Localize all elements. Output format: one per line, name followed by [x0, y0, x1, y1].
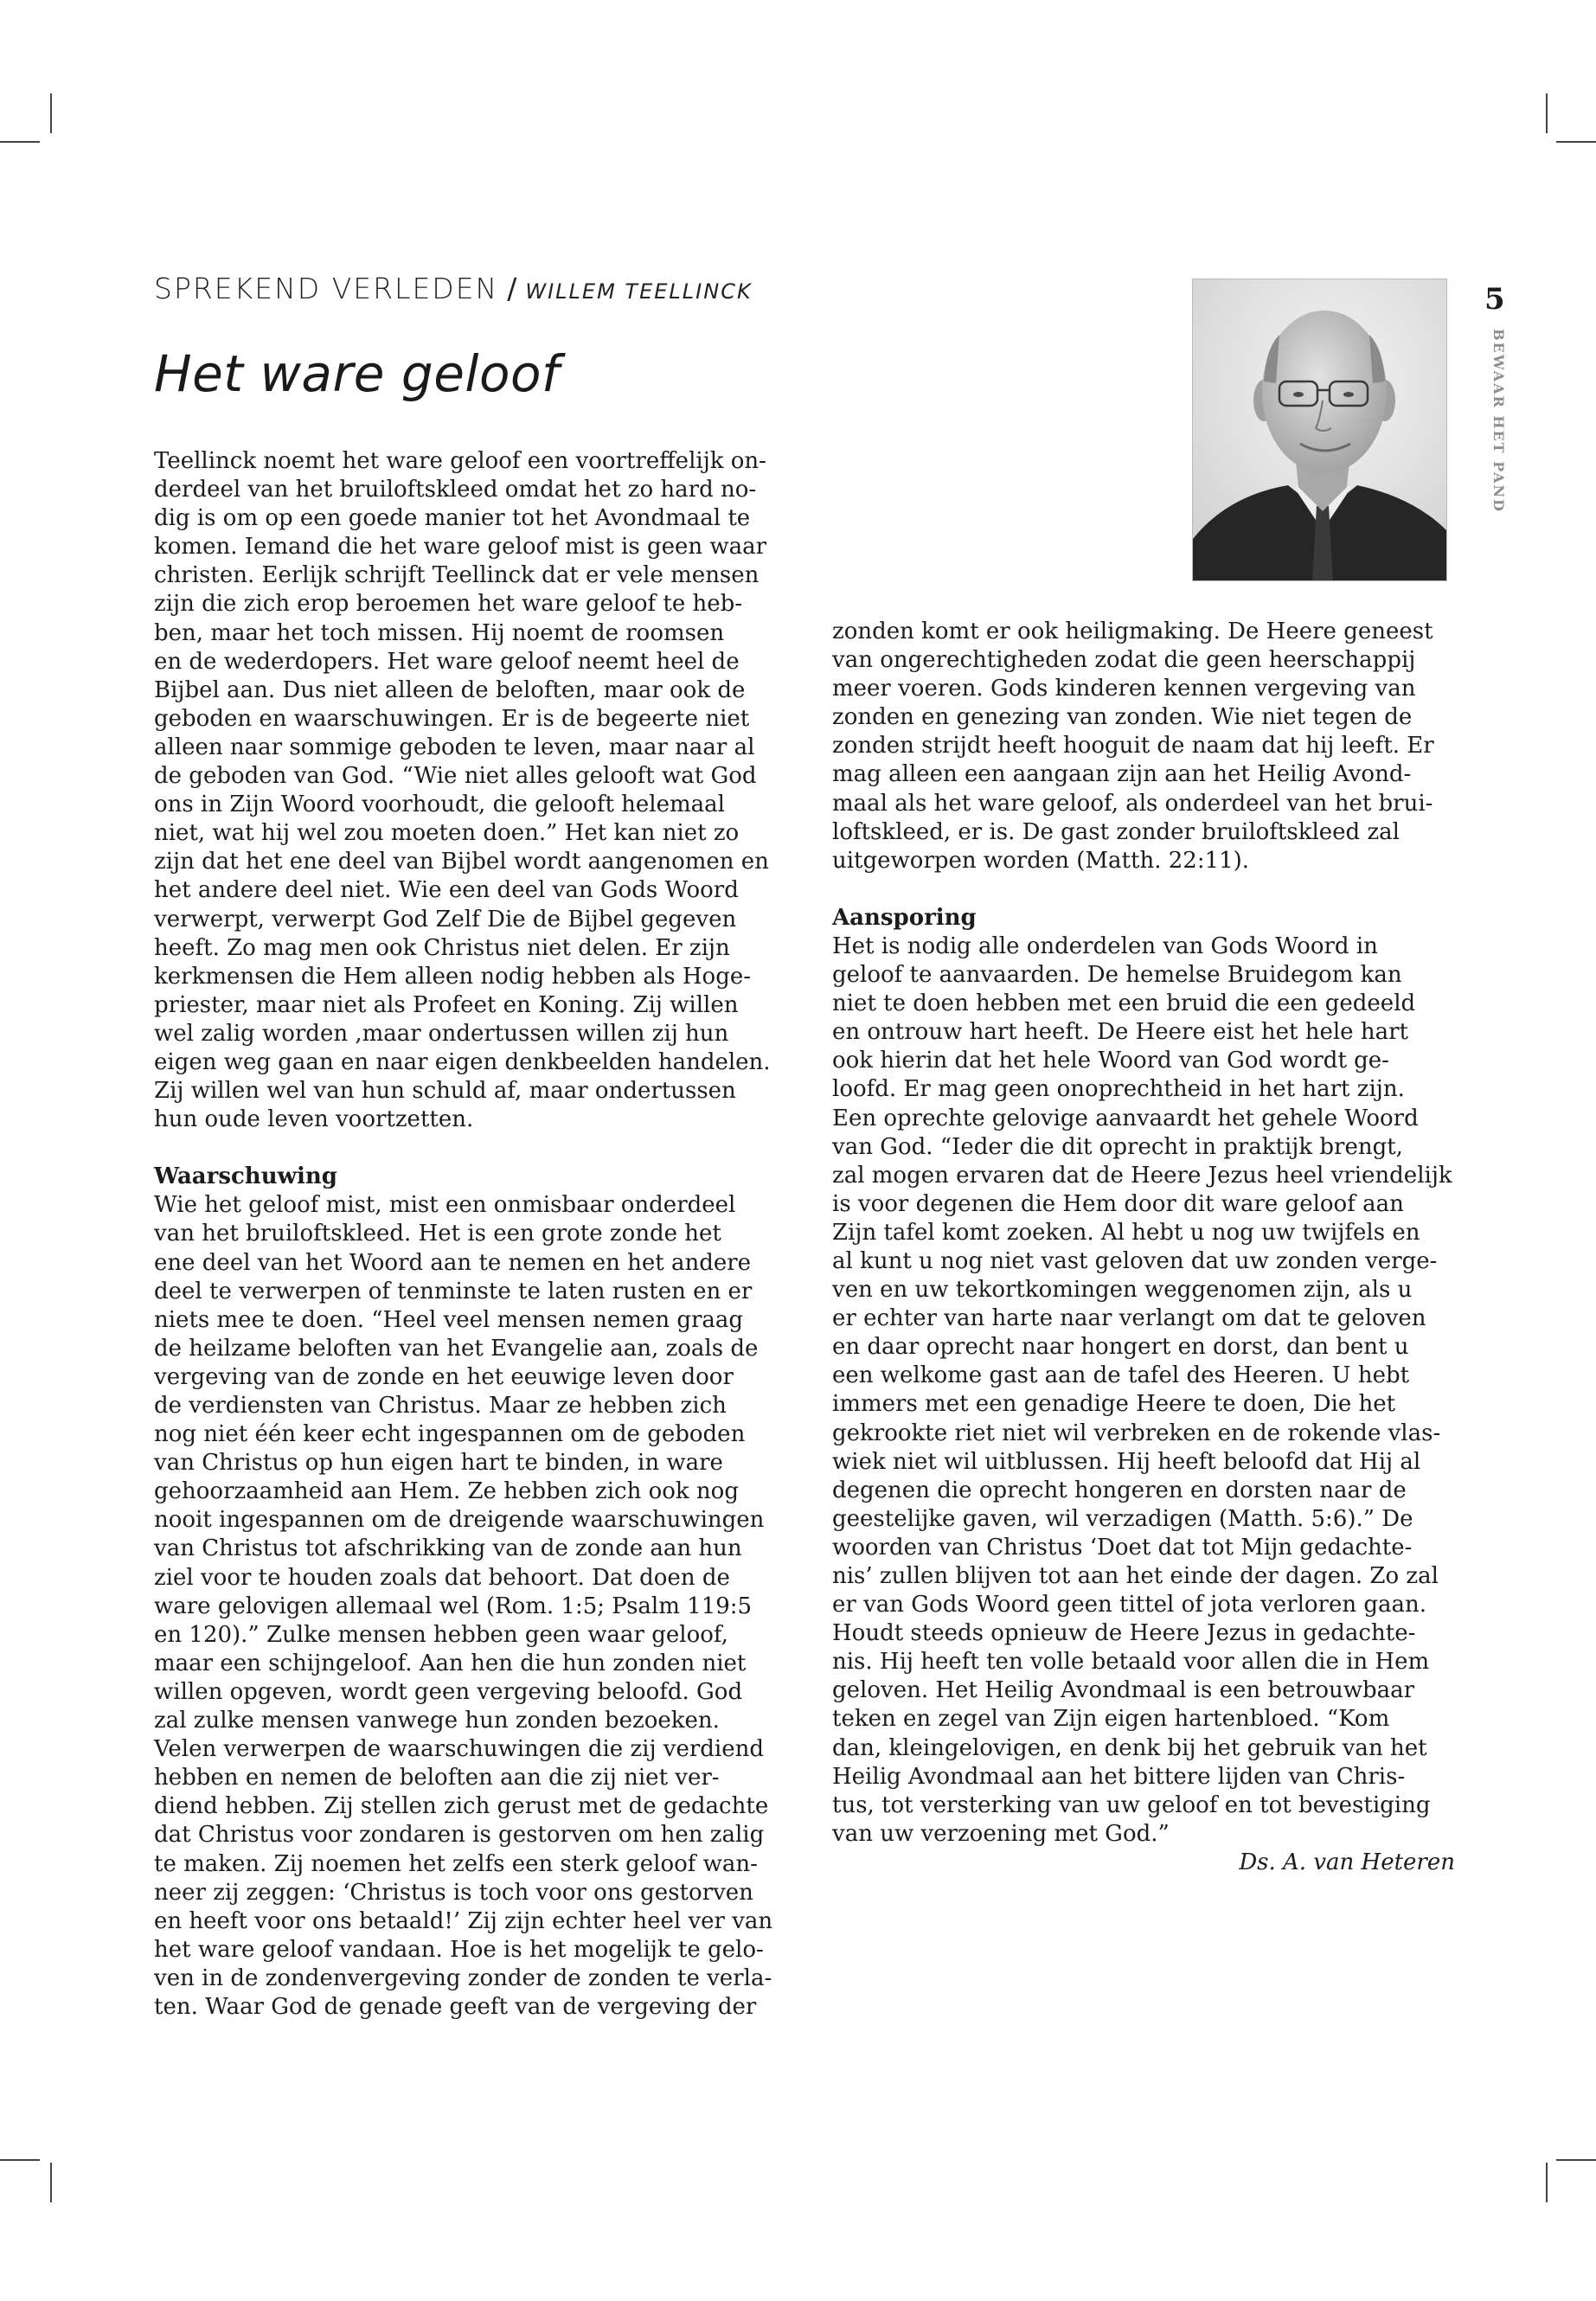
text-line: derdeel van het bruiloftskleed omdat het zo hard no- [154, 477, 757, 503]
crop-mark [0, 141, 40, 143]
text-line: meer voeren. Gods kinderen kennen vergeving van [832, 676, 1416, 702]
text-line: van uw verzoening met God.” [832, 1820, 1170, 1847]
header-author: WILLEM TEELLINCK [525, 279, 753, 304]
section-name: SPREKEND VERLEDEN [154, 272, 499, 305]
text-line: immers met een genadige Heere te doen, Die het [832, 1391, 1396, 1418]
text-line: Zijn tafel komt zoeken. Al hebt u nog uw twijfels en [832, 1219, 1420, 1246]
text-line: de heilzame beloften van het Evangelie aan, zoals de [154, 1335, 759, 1362]
left-column [154, 447, 794, 2022]
crop-mark [0, 2159, 40, 2161]
text-line: van Christus op hun eigen hart te binden, in ware [154, 1450, 723, 1477]
aansporing-paragraph [832, 933, 1455, 1849]
text-line: komen. Iemand die het ware geloof mist is geen waar [154, 534, 767, 561]
text-line: gehoorzaamheid aan Hem. Ze hebben zich ook nog [154, 1478, 739, 1505]
text-line: tus, tot versterking van uw geloof en tot bevestiging [832, 1791, 1431, 1818]
text-line: niet, wat hij wel zou moeten doen.” Het kan niet zo [154, 820, 740, 847]
crop-mark [50, 2163, 52, 2202]
text-line: de verdiensten van Christus. Maar ze hebben zich [154, 1393, 727, 1419]
text-line: eigen weg gaan en naar eigen denkbeelden handelen. [154, 1048, 771, 1075]
text-line: loofd. Er mag geen onoprechtheid in het hart zijn. [832, 1076, 1405, 1103]
text-line: en ontrouw hart heeft. De Heere eist het hele hart [832, 1019, 1408, 1046]
text-line: er echter van harte naar verlangt om dat te geloven [832, 1305, 1426, 1332]
text-line: ben, maar het toch missen. Hij noemt de roomsen [154, 619, 725, 646]
text-line: diend hebben. Zij stellen zich gerust met de gedachte [154, 1793, 769, 1820]
text-line: en heeft voor ons betaald!’ Zij zijn echter heel ver van [154, 1907, 773, 1934]
text-line: nooit ingespannen om de dreigende waarschuwingen [154, 1507, 765, 1534]
text-line: zal mogen ervaren dat de Heere Jezus heel vriendelijk [832, 1162, 1452, 1189]
text-line: gekrookte riet niet wil verbreken en de rokende vlas- [832, 1420, 1441, 1446]
text-line: zonden en genezing van zonden. Wie niet tegen de [832, 704, 1413, 731]
text-line: ven in de zondenvergeving zonder de zonden te verla- [154, 1965, 772, 1991]
text-line: verwerpt, verwerpt God Zelf Die de Bijbel gegeven [154, 906, 737, 933]
crop-mark [1546, 93, 1548, 133]
text-line: Velen verwerpen de waarschuwingen die zij verdiend [154, 1736, 765, 1763]
text-line: uitgeworpen worden (Matth. 22:11). [832, 847, 1250, 874]
text-line: zonden komt er ook heiligmaking. De Heere geneest [832, 619, 1433, 644]
text-line: maal als het ware geloof, als onderdeel van het brui- [832, 790, 1433, 817]
header-separator: / [507, 272, 517, 305]
text-line: wel zalig worden ,maar ondertussen willen zij hun [154, 1020, 729, 1047]
text-line: teken en zegel van Zijn eigen hartenbloed. “Kom [832, 1706, 1390, 1733]
text-line: Wie het geloof mist, mist een onmisbaar onderdeel [154, 1192, 736, 1219]
text-line: Heilig Avondmaal aan het bittere lijden van Chris- [832, 1763, 1406, 1790]
text-line: heeft. Zo mag men ook Christus niet delen. Er zijn [154, 934, 730, 961]
signature: Ds. A. van Heteren [1239, 1849, 1455, 1875]
crop-mark [50, 93, 52, 133]
text-line: alleen naar sommige geboden te leven, maar naar al [154, 734, 755, 760]
text-line: zal zulke mensen vanwege hun zonden bezoeken. [154, 1708, 720, 1734]
right-column [832, 618, 1455, 1877]
intro-paragraph [154, 447, 794, 1134]
text-line: ziel voor te houden zoals dat behoort. Dat doen de [154, 1564, 730, 1591]
text-line: kerkmensen die Hem alleen nodig hebben als Hoge- [154, 963, 752, 990]
text-line: van God. “Ieder die dit oprecht in praktijk brengt, [832, 1133, 1403, 1160]
text-line: en 120).” Zulke mensen hebben geen waar geloof, [154, 1621, 728, 1648]
text-line: loftskleed, er is. De gast zonder bruiloftskleed zal [832, 818, 1400, 845]
text-line: Een oprechte gelovige aanvaardt het gehele Woord [832, 1105, 1419, 1131]
crop-mark [1556, 2159, 1596, 2161]
continued-paragraph [832, 618, 1455, 875]
text-line: en daar oprecht naar hongert en dorst, dan bent u [832, 1334, 1409, 1361]
text-line: neer zij zeggen: ‘Christus is toch voor ons gestorven [154, 1879, 753, 1906]
text-line: Zij willen wel van hun schuld af, maar ondertussen [154, 1078, 736, 1105]
text-line: te maken. Zij noemen het zelfs een sterk geloof wan- [154, 1850, 758, 1877]
author-portrait-photo [1192, 279, 1447, 581]
text-line: geboden en waarschuwingen. Er is de begeerte niet [154, 705, 750, 732]
text-line: een welkome gast aan de tafel des Heeren. U hebt [832, 1362, 1410, 1389]
text-line: van ongerechtigheden zodat die geen heerschappij [832, 647, 1416, 674]
text-line: ten. Waar God de genade geeft van de vergeving der [154, 1993, 757, 2020]
text-line: geloven. Het Heilig Avondmaal is een betrouwbaar [832, 1677, 1415, 1704]
crop-mark [1546, 2163, 1548, 2202]
text-line: deel te verwerpen of tenminste te laten rusten en er [154, 1278, 753, 1304]
text-line: ook hierin dat het hele Woord van God wordt ge- [832, 1048, 1389, 1074]
text-line: dig is om op een goede manier tot het Avondmaal te [154, 505, 751, 532]
text-line: zijn dat het ene deel van Bijbel wordt aangenomen en [154, 849, 769, 875]
text-line: zonden strijdt heeft hooguit de naam dat hij leeft. Er [832, 733, 1434, 760]
text-line: ware gelovigen allemaal wel (Rom. 1:5; Psalm 119:5 [154, 1593, 753, 1619]
text-line: is voor degenen die Hem door dit ware geloof aan [832, 1190, 1404, 1217]
text-line: ven en uw tekortkomingen weggenomen zijn, als u [832, 1277, 1413, 1304]
side-label: BEWAAR HET PAND [1490, 329, 1507, 513]
section-heading-waarschuwing: Waarschuwing [154, 1163, 337, 1190]
text-line: het andere deel niet. Wie een deel van Gods Woord [154, 877, 739, 904]
text-line: niet te doen hebben met een bruid die een gedeeld [832, 990, 1416, 1017]
text-line: het ware geloof vandaan. Hoe is het mogelijk te gelo- [154, 1936, 764, 1963]
text-line: wiek niet wil uitblussen. Hij heeft beloofd dat Hij al [832, 1448, 1421, 1475]
crop-mark [1556, 141, 1596, 143]
text-line: nog niet één keer echt ingespannen om de geboden [154, 1421, 746, 1448]
text-line: mag alleen een aangaan zijn aan het Heilig Avond- [832, 761, 1412, 788]
text-line: vergeving van de zonde en het eeuwige leven door [154, 1363, 734, 1390]
text-line: woorden van Christus ‘Doet dat tot Mijn gedachte- [832, 1534, 1413, 1561]
text-line: niets mee te doen. “Heel veel mensen nemen graag [154, 1306, 744, 1333]
waarschuwing-paragraph [154, 1191, 794, 2022]
text-line: willen opgeven, wordt geen vergeving beloofd. God [154, 1678, 743, 1705]
section-heading-aansporing: Aansporing [832, 904, 977, 931]
text-line: maar een schijngeloof. Aan hen die hun zonden niet [154, 1650, 747, 1676]
text-line: Bijbel aan. Dus niet alleen de beloften, maar ook de [154, 676, 746, 703]
text-line: Houdt steeds opnieuw de Heere Jezus in gedachte- [832, 1620, 1416, 1647]
text-line: hebben en nemen de beloften aan die zij niet ver- [154, 1765, 720, 1791]
text-line: van het bruiloftskleed. Het is een grote zonde het [154, 1221, 721, 1247]
text-line: hun oude leven voortzetten. [154, 1106, 474, 1133]
text-line: de geboden van God. “Wie niet alles gelooft wat God [154, 763, 757, 790]
text-line: dat Christus voor zondaren is gestorven om hen zalig [154, 1822, 765, 1849]
text-line: zijn die zich erop beroemen het ware geloof te heb- [154, 591, 743, 618]
text-line: al kunt u nog niet vast geloven dat uw zonden verge- [832, 1247, 1438, 1274]
article-title: Het ware geloof [154, 344, 560, 403]
text-line: geloof te aanvaarden. De hemelse Bruidegom kan [832, 962, 1402, 989]
text-line: er van Gods Woord geen tittel of jota verloren gaan. [832, 1592, 1427, 1618]
text-line: van Christus tot afschrikking van de zonde aan hun [154, 1535, 742, 1562]
text-line: geestelijke gaven, wil verzadigen (Matth. 5:6).” De [832, 1505, 1413, 1532]
text-line: ene deel van het Woord aan te nemen en het andere [154, 1249, 752, 1276]
text-line: en de wederdopers. Het ware geloof neemt heel de [154, 648, 740, 675]
text-line: dan, kleingelovigen, en denk bij het gebruik van het [832, 1734, 1427, 1761]
text-line: nis’ zullen blijven tot aan het einde der dagen. Zo zal [832, 1563, 1439, 1589]
text-line: Teellinck noemt het ware geloof een voortreffelijk on- [154, 448, 766, 474]
text-line: Het is nodig alle onderdelen van Gods Woord in [832, 933, 1378, 959]
section-header [154, 272, 753, 305]
text-line: ons in Zijn Woord voorhoudt, die gelooft helemaal [154, 792, 725, 818]
text-line: christen. Eerlijk schrijft Teellinck dat er vele mensen [154, 562, 760, 589]
text-line: priester, maar niet als Profeet en Koning. Zij willen [154, 991, 739, 1018]
text-line: degenen die oprecht hongeren en dorsten naar de [832, 1477, 1407, 1503]
text-line: nis. Hij heeft ten volle betaald voor allen die in Hem [832, 1649, 1430, 1676]
page-number: 5 [1484, 282, 1505, 317]
